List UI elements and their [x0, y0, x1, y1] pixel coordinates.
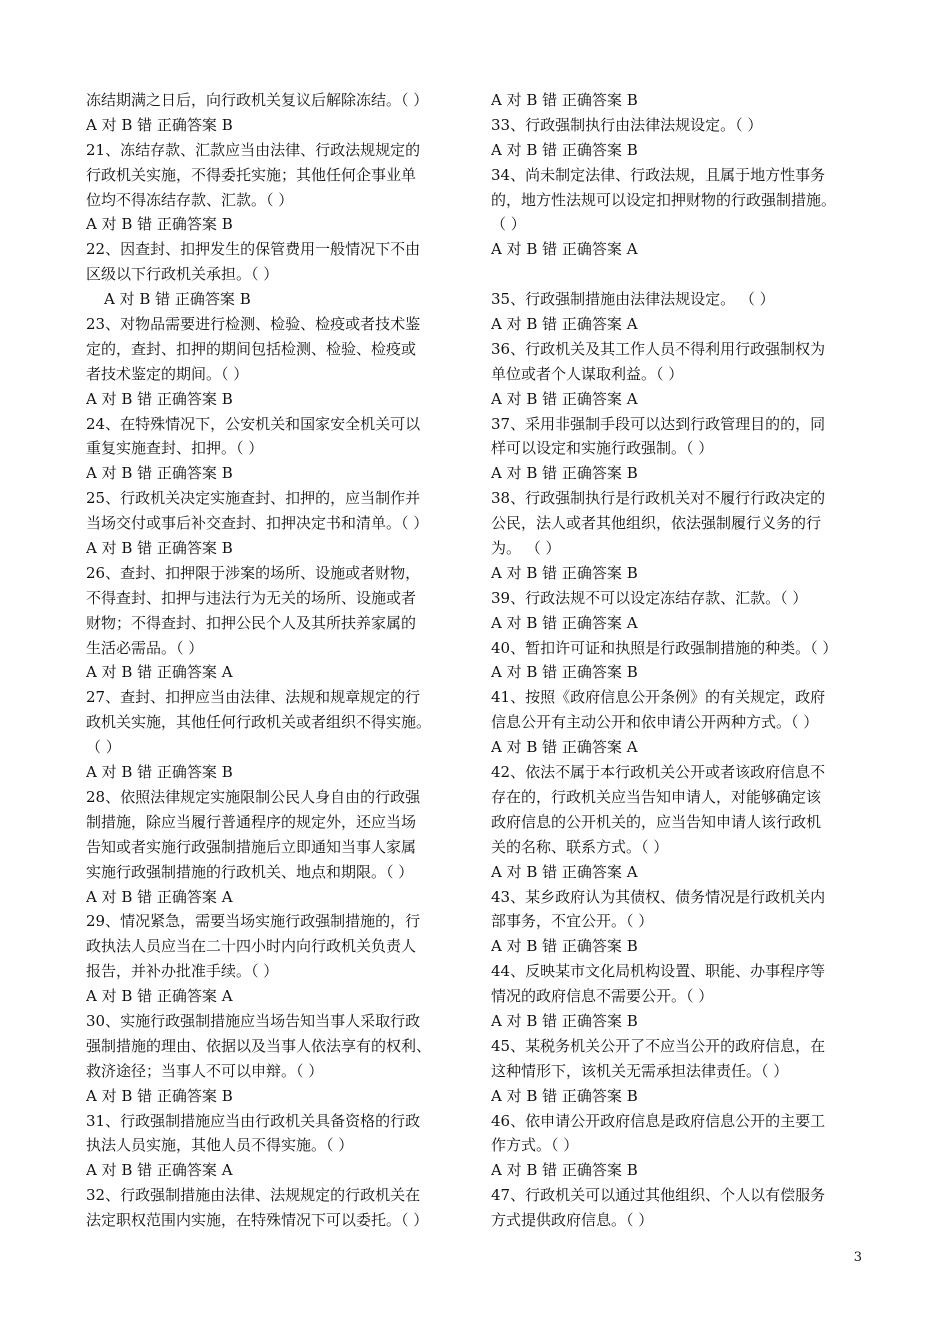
text-line: 法定职权范围内实施，在特殊情况下可以委托。（ ）: [86, 1211, 429, 1230]
text-line: 38、行政强制执行是行政机关对不履行行政决定的: [491, 489, 826, 508]
text-line: A 对 B 错 正确答案 B: [491, 140, 638, 159]
text-line: 这种情形下，该机关无需承担法律责任。（ ）: [491, 1061, 789, 1080]
text-line: 36、行政机关及其工作人员不得利用行政强制权为: [491, 339, 826, 358]
text-line: 实施行政强制措施的行政机关、地点和期限。（ ）: [86, 862, 414, 881]
text-line: 行政机关实施，不得委托实施；其他任何企事业单: [86, 165, 417, 184]
text-line: A 对 B 错 正确答案 A: [86, 1161, 233, 1180]
text-line: 47、行政机关可以通过其他组织、个人以有偿服务: [491, 1186, 826, 1205]
text-line: 43、某乡政府认为其债权、债务情况是行政机关内: [491, 887, 826, 906]
text-line: 救济途径；当事人不可以申辩。（ ）: [86, 1061, 324, 1080]
text-line: 政府信息的公开机关的，应当告知申请人该行政机: [491, 812, 822, 831]
text-line: 41、按照《政府信息公开条例》的有关规定，政府: [491, 688, 826, 707]
text-line: A 对 B 错 正确答案 A: [86, 987, 233, 1006]
text-line: 34、尚未制定法律、行政法规，且属于地方性事务: [491, 165, 826, 184]
text-line: 关的名称、联系方式。（ ）: [491, 837, 669, 856]
text-line: A 对 B 错 正确答案 B: [104, 290, 251, 309]
text-line: A 对 B 错 正确答案 A: [86, 887, 233, 906]
text-line: 26、查封、扣押限于涉案的场所、设施或者财物，: [86, 563, 421, 582]
text-line: A 对 B 错 正确答案 B: [491, 1086, 638, 1105]
text-line: 31、行政强制措施应当由行政机关具备资格的行政: [86, 1111, 421, 1130]
text-line: 44、反映某市文化局机构设置、职能、办事程序等: [491, 962, 826, 981]
text-line: A 对 B 错 正确答案 B: [86, 115, 233, 134]
text-line: 样可以设定和实施行政强制。（ ）: [491, 439, 714, 458]
text-line: A 对 B 错 正确答案 A: [491, 315, 638, 334]
text-line: 24、在特殊情况下，公安机关和国家安全机关可以: [86, 414, 421, 433]
text-line: A 对 B 错 正确答案 A: [491, 389, 638, 408]
text-line: 财物；不得查封、扣押公民个人及其所扶养家属的: [86, 613, 417, 632]
text-line: 40、暂扣许可证和执照是行政强制措施的种类。（ ）: [491, 638, 838, 657]
text-line: 政机关实施，其他任何行政机关或者组织不得实施。: [86, 713, 432, 732]
text-line: A 对 B 错 正确答案 A: [86, 663, 233, 682]
text-line: 23、对物品需要进行检测、检验、检疫或者技术鉴: [86, 315, 421, 334]
text-line: 35、行政强制措施由法律法规设定。 （ ）: [491, 290, 775, 309]
text-line: 42、依法不属于本行政机关公开或者该政府信息不: [491, 763, 826, 782]
text-line: 执法人员实施，其他人员不得实施。（ ）: [86, 1136, 354, 1155]
text-line: A 对 B 错 正确答案 B: [86, 215, 233, 234]
text-line: A 对 B 错 正确答案 B: [86, 763, 233, 782]
text-line: 45、某税务机关公开了不应当公开的政府信息，在: [491, 1036, 826, 1055]
text-line: 冻结期满之日后，向行政机关复议后解除冻结。（ ）: [86, 91, 429, 109]
text-line: 39、行政法规不可以设定冻结存款、汇款。（ ）: [491, 588, 808, 607]
text-line: 为。 （ ）: [491, 539, 561, 558]
text-line: A 对 B 错 正确答案 A: [491, 862, 638, 881]
text-line: A 对 B 错 正确答案 A: [491, 738, 638, 757]
text-line: 位均不得冻结存款、汇款。（ ）: [86, 190, 294, 209]
text-line: 报告，并补办批准手续。（ ）: [86, 962, 279, 981]
text-line: A 对 B 错 正确答案 B: [491, 563, 638, 582]
text-line: A 对 B 错 正确答案 B: [86, 539, 233, 558]
text-line: A 对 B 错 正确答案 B: [86, 1086, 233, 1105]
text-line: 信息公开有主动公开和依申请公开两种方式。（ ）: [491, 713, 819, 732]
text-line: A 对 B 错 正确答案 B: [491, 937, 638, 956]
text-line: 30、实施行政强制措施应当场告知当事人采取行政: [86, 1011, 421, 1030]
text-line: 者技术鉴定的期间。（ ）: [86, 364, 249, 383]
left-column: [86, 88, 466, 1233]
text-line: 22、因查封、扣押发生的保管费用一般情况下不由: [86, 240, 421, 259]
text-line: A 对 B 错 正确答案 B: [86, 389, 233, 408]
text-line: （ ）: [491, 215, 526, 234]
text-line: A 对 B 错 正确答案 B: [491, 663, 638, 682]
text-line: 制措施，除应当履行普通程序的规定外，还应当场: [86, 812, 417, 831]
text-line: 区级以下行政机关承担。（ ）: [86, 265, 279, 284]
page-number: 3: [853, 1250, 862, 1265]
text-line: 存在的，行政机关应当告知申请人，对能够确定该: [491, 787, 822, 806]
text-line: 的，地方性法规可以设定扣押财物的行政强制措施。: [491, 190, 837, 209]
text-line: 不得查封、扣押与违法行为无关的场所、设施或者: [86, 588, 417, 607]
text-line: 公民，法人或者其他组织，依法强制履行义务的行: [491, 514, 822, 533]
text-line: 46、依申请公开政府信息是政府信息公开的主要工: [491, 1111, 826, 1130]
text-line: A 对 B 错 正确答案 B: [491, 1011, 638, 1030]
text-line: 当场交付或事后补交查封、扣押决定书和清单。（ ）: [86, 514, 429, 533]
text-line: 29、情况紧急，需要当场实施行政强制措施的，行: [86, 912, 421, 931]
text-line: 32、行政强制措施由法律、法规规定的行政机关在: [86, 1186, 421, 1205]
text-line: A 对 B 错 正确答案 B: [491, 464, 638, 483]
text-line: [491, 262, 871, 287]
text-line: 政执法人员应当在二十四小时内向行政机关负责人: [86, 937, 417, 956]
text-line: 情况的政府信息不需要公开。（ ）: [491, 987, 714, 1006]
text-line: A 对 B 错 正确答案 B: [491, 91, 638, 109]
text-line: 强制措施的理由、依据以及当事人依法享有的权利、: [86, 1036, 432, 1055]
text-line: 27、查封、扣押应当由法律、法规和规章规定的行: [86, 688, 421, 707]
text-line: 定的，查封、扣押的期间包括检测、检验、检疫或: [86, 339, 417, 358]
text-line: 28、依照法律规定实施限制公民人身自由的行政强: [86, 787, 421, 806]
text-line: 生活必需品。（ ）: [86, 638, 204, 657]
text-line: 作方式。（ ）: [491, 1136, 579, 1155]
text-line: 部事务，不宜公开。（ ）: [491, 912, 654, 931]
right-column: [491, 88, 871, 1233]
text-line: A 对 B 错 正确答案 B: [491, 1161, 638, 1180]
text-line: 方式提供政府信息。（ ）: [491, 1211, 654, 1230]
text-line: （ ）: [86, 738, 121, 757]
text-line: 33、行政强制执行由法律法规设定。（ ）: [491, 115, 763, 134]
text-line: 21、冻结存款、汇款应当由法律、行政法规规定的: [86, 140, 421, 159]
text-line: A 对 B 错 正确答案 B: [86, 464, 233, 483]
text-line: A 对 B 错 正确答案 A: [491, 613, 638, 632]
text-line: 重复实施查封、扣押。（ ）: [86, 439, 264, 458]
text-line: 单位或者个人谋取利益。（ ）: [491, 364, 684, 383]
text-line: 25、行政机关决定实施查封、扣押的，应当制作并: [86, 489, 421, 508]
text-line: 告知或者实施行政强制措施后立即通知当事人家属: [86, 837, 417, 856]
text-line: A 对 B 错 正确答案 A: [491, 240, 638, 259]
text-line: 37、采用非强制手段可以达到行政管理目的的，同: [491, 414, 826, 433]
